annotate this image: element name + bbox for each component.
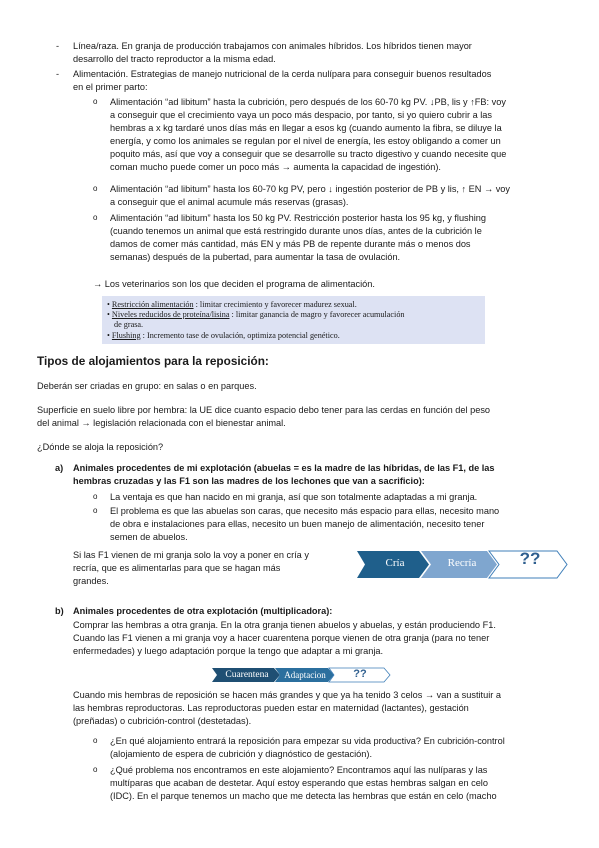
- bullet-line: desarrollo del tracto reproductor a la misma edad.: [73, 54, 276, 64]
- summary-row: [114, 320, 490, 330]
- item-bullet: La ventaja es que han nacido en mi granja, así que son totalmente adaptadas a mi granja.: [110, 492, 478, 502]
- summary-term: Niveles reducidos de proteína/lisina: [111, 310, 230, 319]
- strategy-line: energía, y como los animales se regulan por el nivel de energía, les estoy obligando a comer un: [110, 136, 501, 146]
- paragraph: del animal → legislación relacionada con el bienestar animal.: [37, 418, 286, 428]
- vets-note: → Los veterinarios son los que deciden el programa de alimentación.: [93, 279, 375, 289]
- item-text: enfermedades) y luego adaptación porque la tengo que adaptar a mi granja.: [73, 646, 384, 656]
- summary-text: : limitar ganancia de magro y favorecer acumulación: [229, 310, 405, 319]
- summary-term: Restricción alimentación: [111, 300, 194, 309]
- process-flow-diagram: [212, 667, 392, 683]
- flow-step-label: Cuarentena: [225, 670, 269, 680]
- circle-bullet-icon: o: [93, 736, 98, 745]
- paragraph: las hembras reproductoras. Las reproductoras pueden estar en maternidad (lactantes), gestación: [73, 703, 469, 713]
- item-text: Cuando las F1 vienen a mi granja voy a hacer cuarentena porque vienen de otra granja (para no tener: [73, 633, 490, 643]
- paragraph: (preñadas) o cubrición-control (destetadas).: [73, 716, 252, 726]
- strategy-line: coman mucho puede comer un poco más → aumenta la capacidad de ingestión).: [110, 162, 441, 172]
- strategy-line: semanas) después de la pubertad, para aumentar la tasa de ovulación.: [110, 252, 401, 262]
- item-title: Animales procedentes de otra explotación (multiplicadora):: [73, 606, 333, 616]
- paragraph: Cuando mis hembras de reposición se hacen más grandes y que ya ha tenido 3 celos → van a sustituir a: [73, 690, 501, 700]
- item-label: a): [55, 463, 64, 473]
- paragraph: Deberán ser criadas en grupo: en salas o en parques.: [37, 381, 257, 391]
- item-text: Comprar las hembras a otra granja. En la otra granja tienen abuelos y abuelas, y están produciendo F1.: [73, 620, 496, 630]
- summary-text: : Incremento tase de ovulación, optimiza potencial genético.: [140, 331, 340, 340]
- bullet-line: en el primer parto:: [73, 82, 148, 92]
- summary-term: Flushing: [111, 331, 141, 340]
- summary-text: de grasa.: [114, 320, 144, 329]
- item-title: hembras cruzadas y las F1 son las madres de los lechones que van a sacrificio):: [73, 476, 425, 486]
- strategy-line: Alimentación “ad libitum” hasta la cubrición, pero después de los 60-70 kg PV. ↓PB, lis y ↑FB: voy: [110, 97, 506, 107]
- circle-bullet-icon: o: [93, 213, 98, 222]
- summary-row: • Niveles reducidos de proteína/lisina : limitar ganancia de magro y favorecer acumulación: [107, 310, 405, 319]
- item-bullet: El problema es que las abuelas son caras, que necesito más espacio para ellas, necesito mano: [110, 506, 500, 516]
- strategy-line: a conseguir que el animal acumule más reservas (grasas).: [110, 197, 349, 207]
- strategy-line: (cuando tenemos un animal que está restringido durante unos días, antes de la cubrición le: [110, 226, 482, 236]
- circle-bullet-icon: o: [93, 184, 98, 193]
- question-line: (IDC). En el parque tenemos un macho que me detecta las hembras que están en celo (macho: [110, 791, 497, 801]
- dash-marker: -: [56, 69, 60, 79]
- flow-step-label: Adaptacion: [284, 670, 326, 680]
- strategy-line: Alimentación “ad libitum” hasta los 60-70 kg PV, pero ↓ ingestión posterior de PB y lis, ↑ EN → voy: [110, 184, 511, 194]
- bullet-line: Alimentación. Estrategias de manejo nutricional de la cerda nulípara para conseguir buenos resultados: [73, 69, 492, 79]
- item-label: b): [55, 606, 64, 616]
- item-text: grandes.: [73, 576, 109, 586]
- circle-bullet-icon: o: [93, 765, 98, 774]
- paragraph: ¿Dónde se aloja la reposición?: [37, 442, 164, 452]
- flow-step-label: ??: [519, 549, 541, 568]
- bullet-line: Línea/raza. En granja de producción trabajamos con animales híbridos. Los híbridos tienen mayor: [73, 41, 472, 51]
- item-text: recría, que es alimentarlas para que se hagan más: [73, 563, 281, 573]
- strategy-line: poquito más, así que voy a conseguir que se desarrolle su tracto digestivo y cuando necesite que: [110, 149, 507, 159]
- circle-bullet-icon: o: [93, 97, 98, 106]
- item-title: Animales procedentes de mi explotación (abuelas = es la madre de las híbridas, de las F1, de las: [73, 463, 495, 473]
- item-bullet: semen de abuelos.: [110, 532, 188, 542]
- question-line: (alojamiento de espera de cubrición y diagnóstico de gestación).: [110, 749, 373, 759]
- strategy-line: Alimentación “ad libitum” hasta los 50 kg PV. Restricción posterior hasta los 95 kg, y flushing: [110, 213, 487, 223]
- question-line: ¿En qué alojamiento entrará la reposición para empezar su vida productiva? En cubrición-control: [110, 736, 505, 746]
- dash-marker: -: [56, 41, 60, 51]
- flow-step-label: ??: [353, 668, 367, 680]
- summary-box: [102, 296, 485, 344]
- circle-bullet-icon: o: [93, 492, 98, 501]
- question-line: multíparas que acaban de destetar. Aquí estoy esperando que estas hembras salgan en celo: [110, 778, 488, 788]
- paragraph: Superficie en suelo libre por hembra: la UE dice cuanto espacio debo tener para las cerdas en función del peso: [37, 405, 491, 415]
- flow-step-label: Recría: [447, 557, 477, 569]
- summary-row: • Flushing : Incremento tase de ovulación, optimiza potencial genético.: [107, 331, 340, 340]
- summary-row: • Restricción alimentación : limitar crecimiento y favorecer madurez sexual.: [107, 300, 357, 309]
- section-title: Tipos de alojamientos para la reposición:: [37, 354, 269, 368]
- question-line: ¿Qué problema nos encontramos en este alojamiento? Encontramos aquí las nulíparas y las: [110, 765, 488, 775]
- strategy-line: damos de comer más cantidad, más EN y más PB de repente durante más o menos dos: [110, 239, 471, 249]
- flow-step-label: Cría: [385, 557, 405, 569]
- summary-text: : limitar crecimiento y favorecer madurez sexual.: [193, 300, 357, 309]
- item-text: Si las F1 vienen de mi granja solo la voy a poner en cría y: [73, 550, 309, 560]
- strategy-line: hembras a x kg tardaré unos días más en llegar a esos kg (cuando aumento la fibra, se diluye la: [110, 123, 502, 133]
- process-flow-diagram: [357, 549, 568, 580]
- strategy-line: a conseguir que el crecimiento vaya un poco más despacio, por tanto, si yo quiero cubrir a las: [110, 110, 492, 120]
- circle-bullet-icon: o: [93, 506, 98, 515]
- item-bullet: de obra e instalaciones para ellas, necesito un buen manejo de alimentación, necesito tener: [110, 519, 485, 529]
